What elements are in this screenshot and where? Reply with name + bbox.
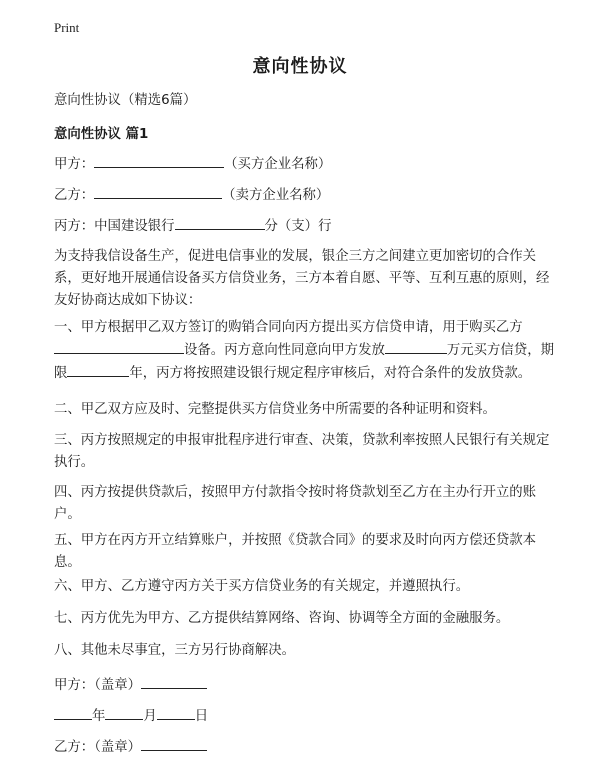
party-c-blank <box>175 215 265 230</box>
clause-1-part-b: 设备。丙方意向性同意向甲方发放 <box>184 343 385 358</box>
party-b-line <box>54 184 554 207</box>
clause-3: 三、丙方按照规定的申报审批程序进行审查、决策，贷款利率按照人民银行有关规定执行。 <box>54 433 550 470</box>
date-month-blank <box>105 705 143 720</box>
intro-paragraph: 为支持我信设备生产，促进电信事业的发展，银企三方之间建立更加密切的合作关系，更好地开展通信设备买方信贷业务，三方本着自愿、平等、互利互惠的原则，经友好协商达成如下协议： <box>54 249 550 308</box>
signature-party-b-label: 乙方：（盖章） <box>54 740 142 755</box>
date-year-blank <box>54 705 92 720</box>
clause-2: 二、甲乙双方应及时、完整提供买方信贷业务中所需要的各种证明和资料。 <box>54 402 496 417</box>
party-a-label: 甲方： <box>54 157 95 172</box>
clause-6: 六、甲方、乙方遵守丙方关于买方信贷业务的有关规定，并遵照执行。 <box>54 579 470 594</box>
clause-1-part-d: 年，丙方将按照建设银行规定程序审核后，对符合条件的发放贷款。 <box>129 366 532 381</box>
signature-party-a <box>54 674 554 697</box>
party-b-blank <box>94 184 222 199</box>
party-b-note: （卖方企业名称） <box>222 188 330 203</box>
party-a-line <box>54 153 554 176</box>
party-a-note: （买方企业名称） <box>224 157 332 172</box>
party-b-label: 乙方： <box>54 188 95 203</box>
party-a-blank <box>94 153 224 168</box>
date-month-label: 月 <box>143 709 157 724</box>
clause-7: 七、丙方优先为甲方、乙方提供结算网络、咨询、协调等全方面的金融服务。 <box>54 611 510 626</box>
clause-8: 八、其他未尽事宜，三方另行协商解决。 <box>54 643 296 658</box>
clause-1-blank-amount <box>385 339 447 354</box>
signature-party-a-label: 甲方：（盖章） <box>54 678 142 693</box>
signature-party-b <box>54 736 554 759</box>
document-subtitle: 意向性协议（精选6篇） <box>54 93 197 108</box>
party-c-suffix: 分（支）行 <box>264 219 332 234</box>
signature-party-a-blank <box>141 674 207 689</box>
date-year-label: 年 <box>92 709 106 724</box>
print-label: Print <box>54 20 80 35</box>
party-c-label: 丙方：中国建设银行 <box>54 219 175 234</box>
section-heading: 意向性协议 篇1 <box>54 127 149 142</box>
clause-1-blank-supplier <box>54 339 184 354</box>
date-line <box>54 705 554 728</box>
signature-party-b-blank <box>141 736 207 751</box>
party-c-line <box>54 215 554 238</box>
clause-1-blank-term <box>67 362 129 377</box>
date-day-label: 日 <box>194 709 209 724</box>
clause-4: 四、丙方按提供贷款后，按照甲方付款指令按时将贷款划至乙方在主办行开立的账户。 <box>54 485 537 522</box>
date-day-blank <box>157 705 195 720</box>
clause-1-part-a: 一、甲方根据甲乙双方签订的购销合同向丙方提出买方信贷申请，用于购买乙方 <box>54 320 523 335</box>
clause-1 <box>54 317 554 385</box>
clause-5: 五、甲方在丙方开立结算账户，并按照《贷款合同》的要求及时向丙方偿还贷款本息。 <box>54 533 537 570</box>
document-title: 意向性协议 <box>252 56 348 77</box>
clause-1-part-c: 万元买方信贷，期限 <box>54 343 554 381</box>
